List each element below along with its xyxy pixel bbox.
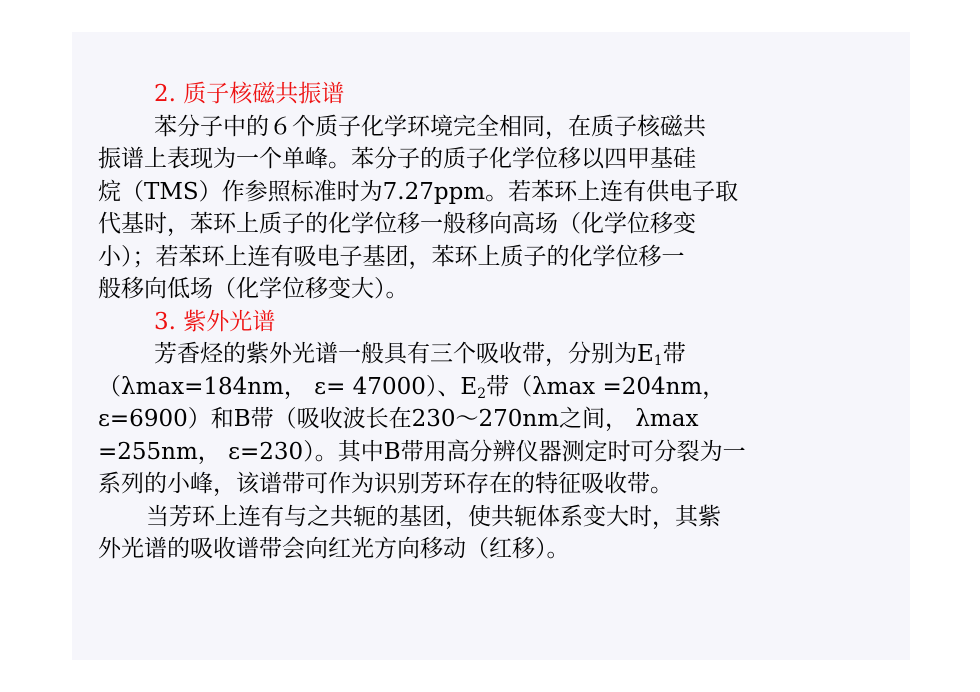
uv-line-2-text: （λmax=184nm， ε= 47000）、E	[98, 373, 478, 400]
uv-line-2	[98, 371, 898, 404]
e2-subscript: 2	[477, 385, 487, 402]
uv-line-3: ε=6900）和B带（吸收波长在230～270nm之间， λmax	[98, 406, 699, 432]
redshift-line-1: 当芳环上连有与之共轭的基团，使共轭体系变大时，其紫	[146, 503, 721, 530]
heading-uv: 3. 紫外光谱	[154, 308, 276, 335]
nmr-line-5: 小）；若苯环上连有吸电子基团，苯环上质子的化学位移一	[98, 243, 685, 270]
nmr-line-6: 般移向低场（化学位移变大）。	[98, 276, 409, 302]
uv-line-2-tail: 带（λmax =204nm，	[486, 373, 726, 400]
uv-line-1-tail: 带	[662, 341, 686, 367]
uv-line-1	[98, 338, 898, 371]
nmr-line-4: 代基时，苯环上质子的化学位移一般移向高场（化学位移变	[98, 211, 696, 237]
slide-text	[98, 78, 898, 566]
nmr-line-1: 苯分子中的６个质子化学环境完全相同，在质子核磁共	[154, 113, 706, 140]
slide-panel	[72, 32, 910, 660]
heading-nmr: 2. 质子核磁共振谱	[154, 81, 345, 107]
uv-line-4: =255nm， ε=230）。其中B带用高分辨仪器测定时可分裂为一	[98, 438, 746, 465]
redshift-line-2: 外光谱的吸收谱带会向红光方向移动（红移）。	[98, 536, 570, 562]
nmr-line-3: 烷（TMS）作参照标准时为7.27ppm。若苯环上连有供电子取	[98, 178, 739, 205]
e1-subscript: 1	[653, 353, 663, 369]
uv-line-5: 系列的小峰，该谱带可作为识别芳环存在的特征吸收带。	[98, 471, 673, 497]
nmr-line-2: 振谱上表现为一个单峰。苯分子的质子化学位移以四甲基硅	[98, 146, 696, 172]
uv-line-1-text: 芳香烃的紫外光谱一般具有三个吸收带，分别为E	[154, 341, 654, 367]
